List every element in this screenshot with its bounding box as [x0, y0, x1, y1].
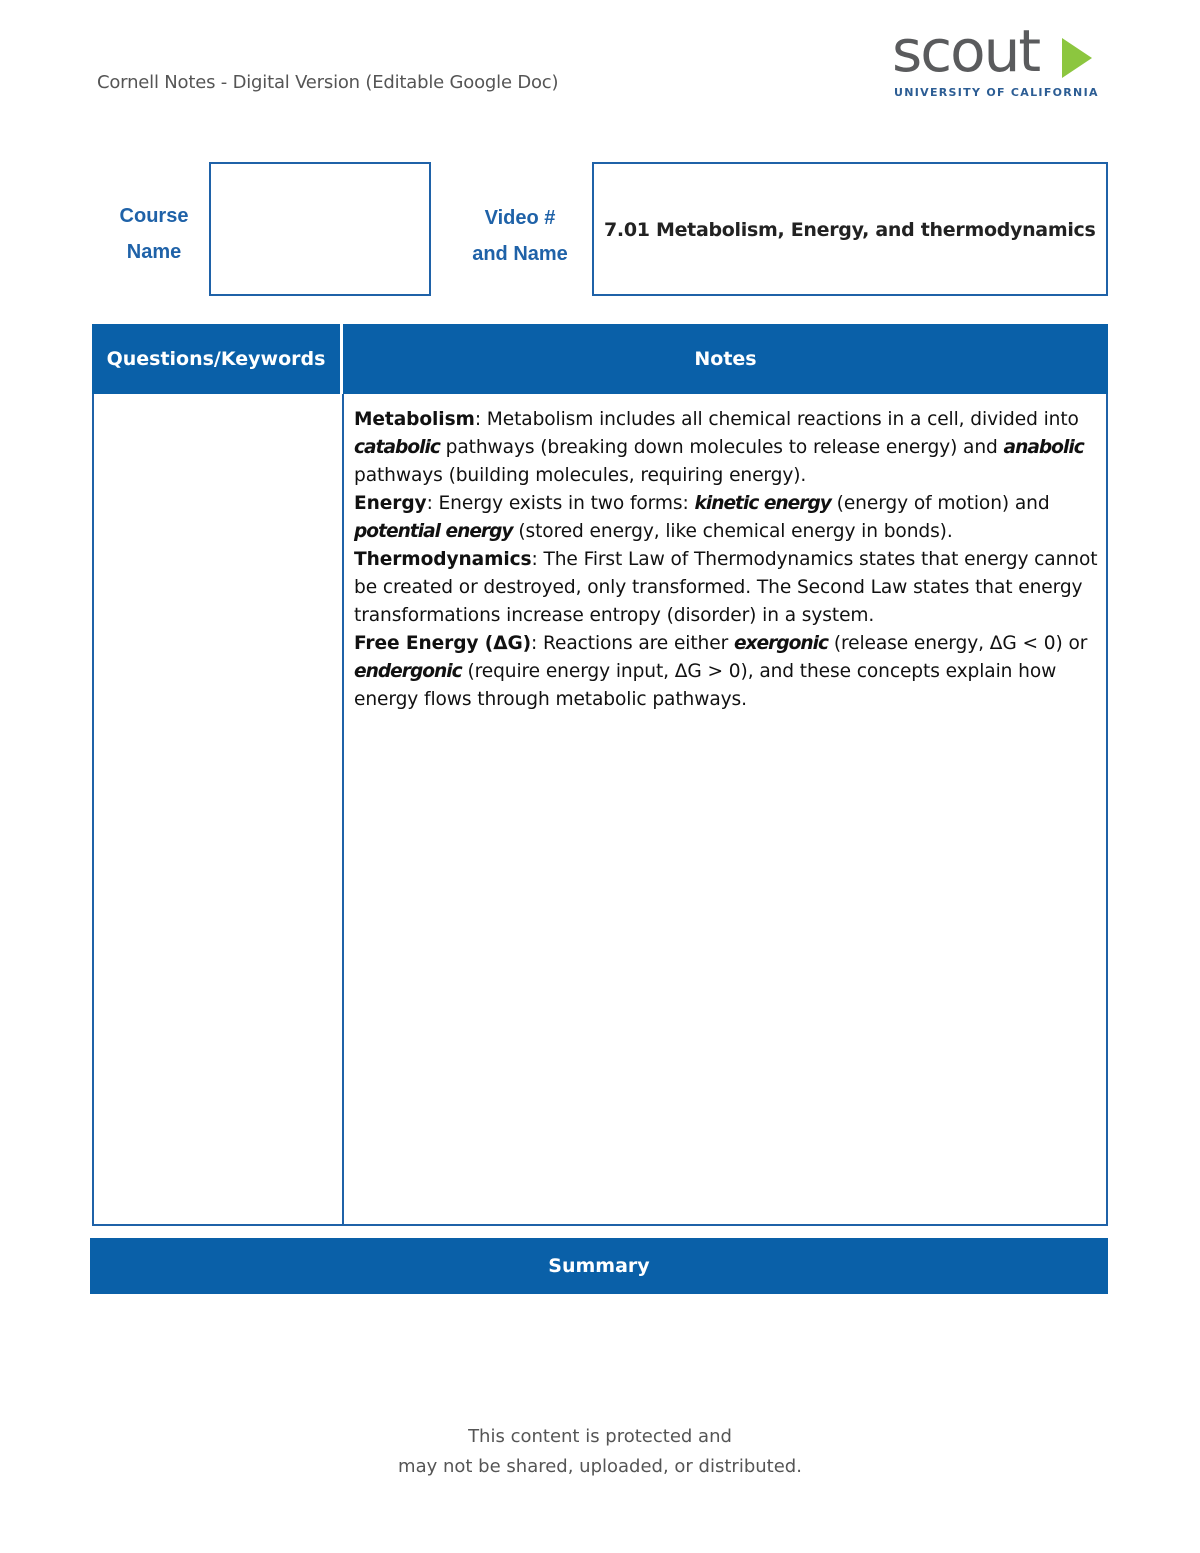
column-divider	[342, 394, 344, 1226]
video-name-value: 7.01 Metabolism, Energy, and thermodynamics	[604, 219, 1096, 241]
video-label: Video # and Name	[472, 207, 568, 265]
play-arrow-icon	[1060, 36, 1094, 80]
notes-table-header	[92, 324, 1108, 394]
keywords-column[interactable]	[94, 394, 342, 1224]
note-thermodynamics: Thermodynamics: The First Law of Thermodynamics states that energy cannot be created or destroyed, only transformed. The Second Law states that energy transformations increase entropy (disorder) in a system.	[354, 549, 1098, 626]
footer-line-1: This content is protected and	[468, 1426, 732, 1447]
course-name-label: Course Name	[119, 205, 189, 263]
summary-header: Summary	[90, 1238, 1108, 1294]
logo-wordmark: scout	[892, 17, 1040, 85]
notes-header: Notes	[694, 348, 757, 370]
document-title: Cornell Notes - Digital Version (Editable Google Doc)	[97, 72, 559, 93]
note-free-energy: Free Energy (ΔG): Reactions are either exergonic (release energy, ΔG < 0) or endergonic (require energy input, ΔG > 0), and these concepts explain how energy flows through metabolic pathways.	[354, 633, 1088, 710]
footer-line-2: may not be shared, uploaded, or distributed.	[398, 1456, 802, 1477]
note-metabolism: Metabolism: Metabolism includes all chemical reactions in a cell, divided into catabolic pathways (breaking down molecules to release energy) and anabolic pathways (building molecules, requiring energy).	[354, 409, 1084, 486]
note-energy: Energy: Energy exists in two forms: kinetic energy (energy of motion) and potential energy (stored energy, like chemical energy in bonds).	[354, 493, 1050, 542]
questions-keywords-header: Questions/Keywords	[106, 348, 326, 370]
logo-subtitle: UNIVERSITY OF CALIFORNIA	[894, 86, 1099, 99]
scout-logo	[892, 17, 1102, 103]
course-name-field[interactable]	[209, 162, 431, 296]
notes-content[interactable]	[354, 406, 1099, 714]
